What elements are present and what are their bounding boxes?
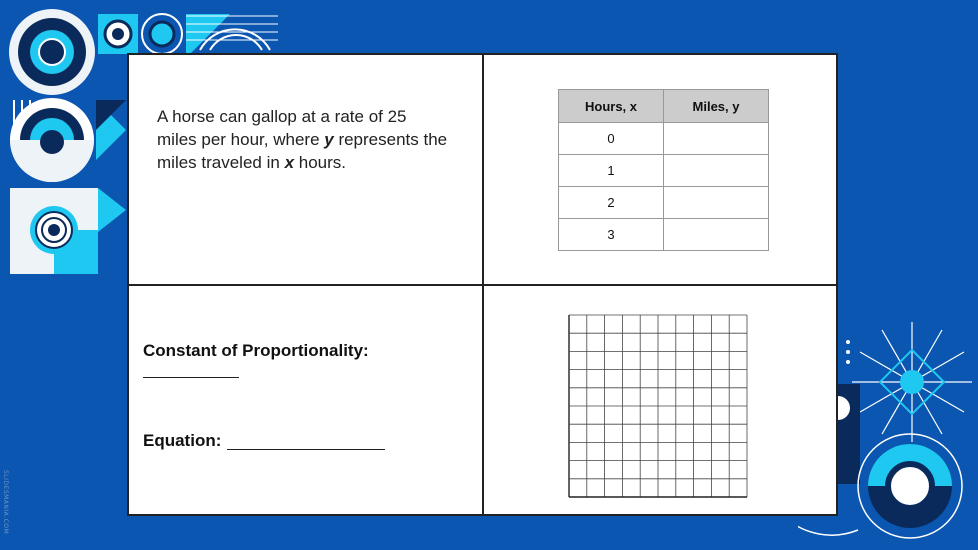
miles-cell[interactable] [664,187,769,219]
problem-line-2-pre: miles per hour, where [157,130,325,149]
miles-cell[interactable] [664,123,769,155]
watermark: SLIDESMANIA.COM [2,470,9,535]
table-row [559,219,769,251]
table-row [559,187,769,219]
hours-cell: 3 [559,219,664,251]
xy-table [558,89,769,251]
worksheet-board [127,53,838,516]
table-row [559,123,769,155]
equation-label: Equation: [143,431,222,450]
problem-line-3-pre: miles traveled in [157,153,285,172]
table-header-miles: Miles, y [664,90,769,123]
variable-y: y [324,130,334,149]
equation-answer-blank[interactable] [227,449,385,450]
divider-horizontal [129,284,836,286]
problem-line-2-post: represents the [333,130,448,149]
constant-answer-blank[interactable] [143,377,239,378]
hours-cell: 1 [559,155,664,187]
constant-of-proportionality-label: Constant of Proportionality: [143,341,369,360]
table-header-hours: Hours, x [559,90,664,123]
hours-cell: 2 [559,187,664,219]
problem-line-1: A horse can gallop at a rate of 25 [157,107,407,126]
word-problem [157,105,477,174]
problem-line-3-post: hours. [294,153,347,172]
hours-cell: 0 [559,123,664,155]
miles-cell[interactable] [664,219,769,251]
miles-cell[interactable] [664,155,769,187]
table-row [559,155,769,187]
variable-x: x [284,153,295,172]
coordinate-grid[interactable] [566,313,750,503]
